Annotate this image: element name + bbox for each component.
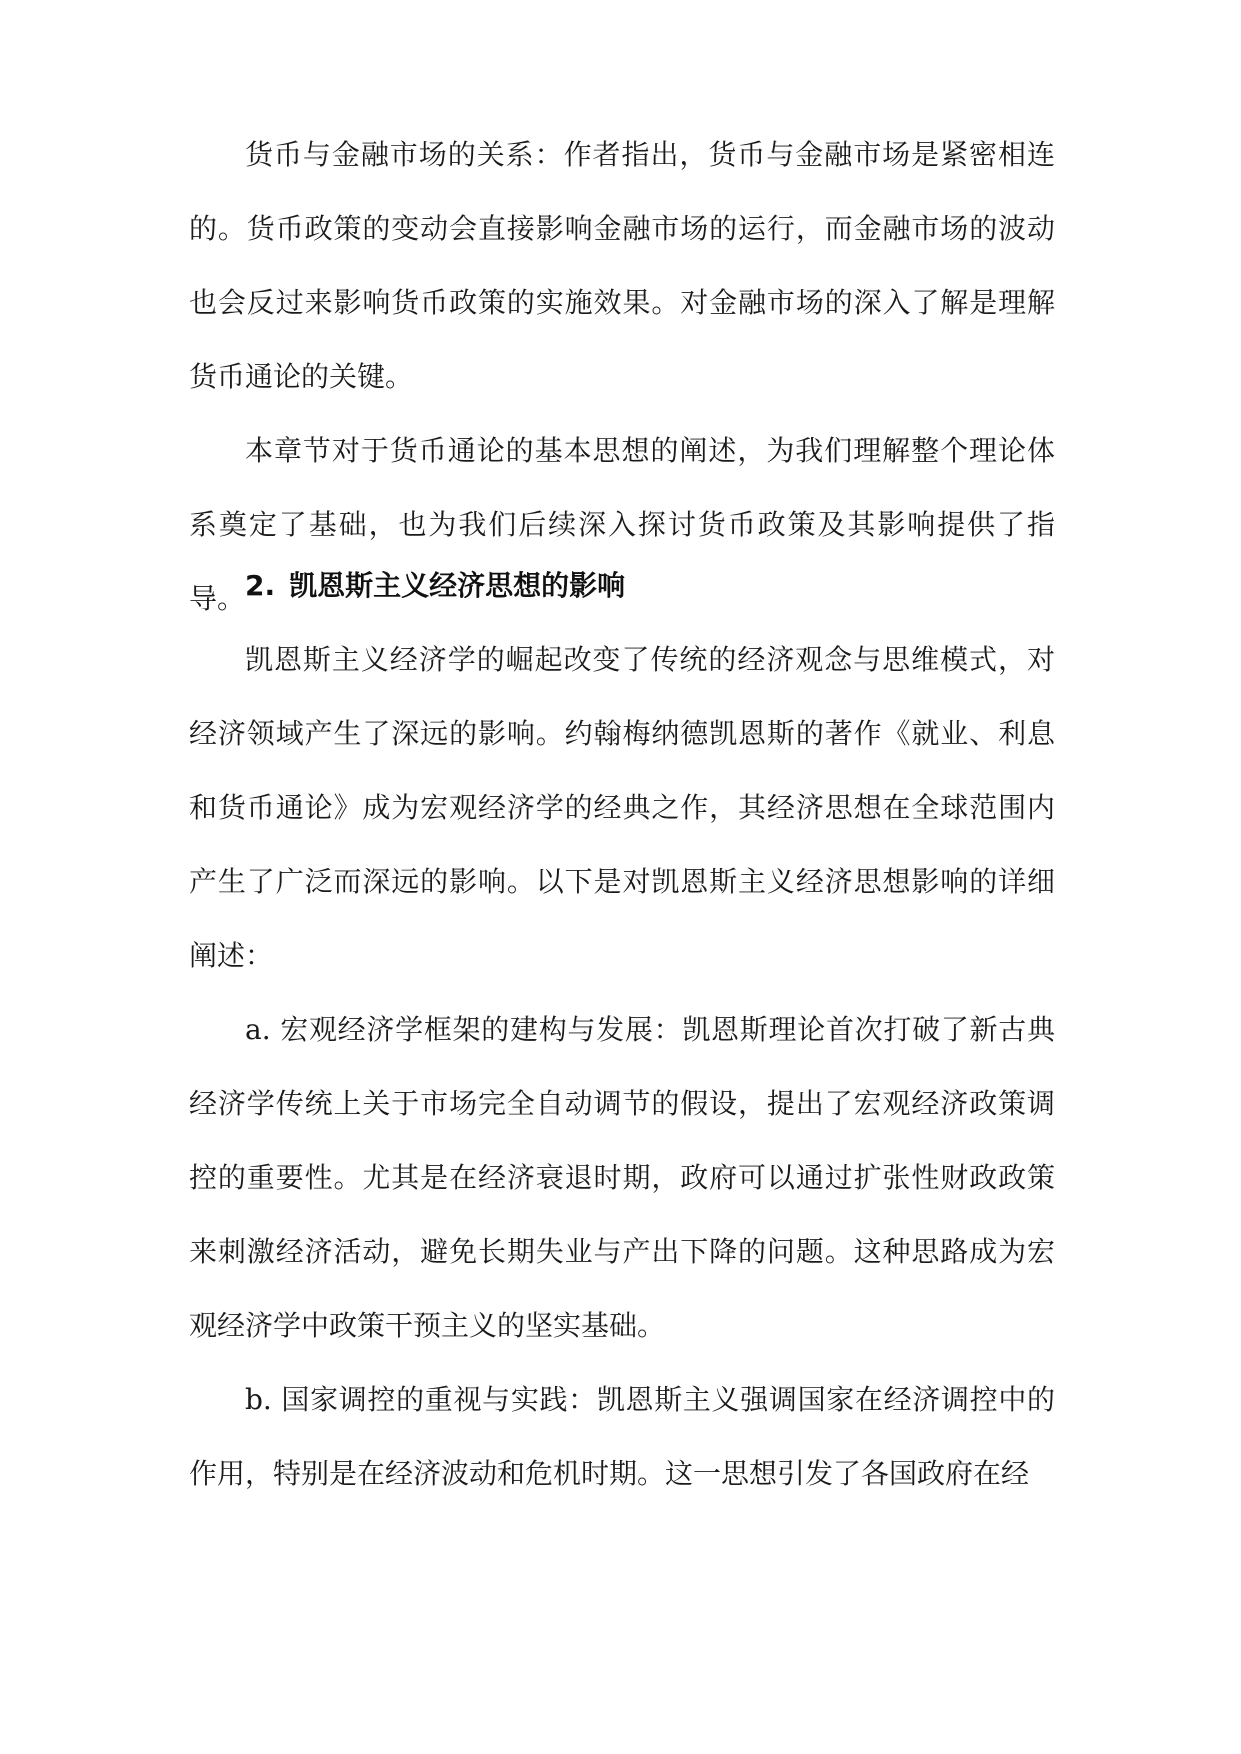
paragraph-item-a: a. 宏观经济学框架的建构与发展：凯恩斯理论首次打破了新古典经济学传统上关于市场完全自动调节的假设，提出了宏观经济政策调控的重要性。尤其是在经济衰退时期，政府可以通过扩张性财政政策来刺激经济活动，避免长期失业与产出下降的问题。这种思路成为宏观经济学中政策干预主义的坚实基础。 <box>189 1013 1055 1342</box>
section-title: 凯恩斯主义经济思想的影响 <box>289 569 626 602</box>
section-number: 2. <box>245 569 276 602</box>
paragraph-keynesian-intro: 凯恩斯主义经济学的崛起改变了传统的经济观念与思维模式，对经济领域产生了深远的影响。约翰梅纳德凯恩斯的著作《就业、利息和货币通论》成为宏观经济学的经典之作，其经济思想在全球范围内产生了广泛而深远的影响。以下是对凯恩斯主义经济思想影响的详细阐述： <box>189 643 1055 972</box>
paragraph-chapter-summary: 本章节对于货币通论的基本思想的阐述，为我们理解整个理论体系奠定了基础，也为我们后续深入探讨货币政策及其影响提供了指导。 <box>189 434 1055 615</box>
lower-text-block <box>189 623 1055 1511</box>
section-heading <box>245 549 625 623</box>
paragraph-item-b: b. 国家调控的重视与实践：凯恩斯主义强调国家在经济调控中的作用，特别是在经济波动和危机时期。这一思想引发了各国政府在经 <box>189 1383 1055 1490</box>
paragraph-money-financial-markets: 货币与金融市场的关系：作者指出，货币与金融市场是紧密相连的。货币政策的变动会直接影响金融市场的运行，而金融市场的波动也会反过来影响货币政策的实施效果。对金融市场的深入了解是理解货币通论的关键。 <box>189 138 1055 393</box>
